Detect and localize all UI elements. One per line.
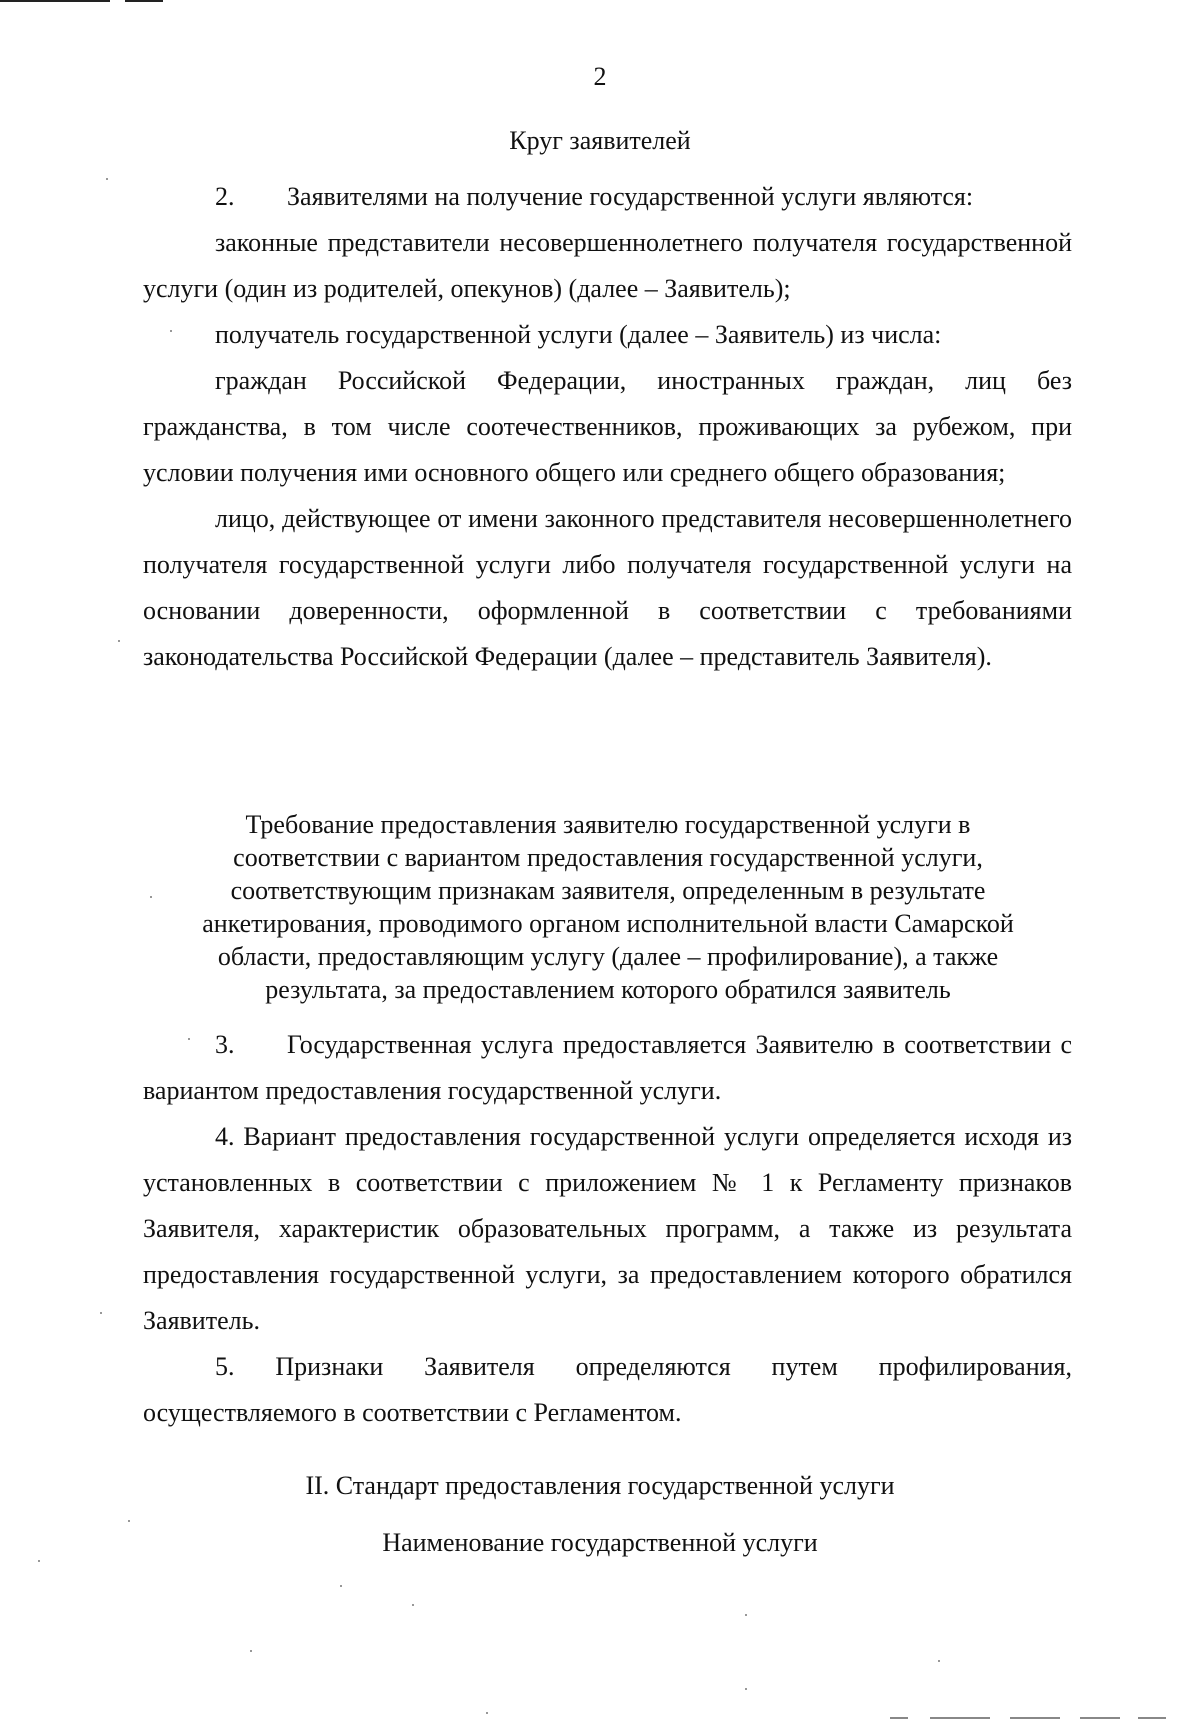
heading-line: области, предоставляющим услугу (далее – профилирование), а также <box>217 942 999 971</box>
paragraph-number: 2. <box>215 182 235 211</box>
bottom-scan-marks <box>890 1715 1170 1721</box>
paragraph-text: Заявителями на получение государственной услуги являются: <box>287 182 974 211</box>
section-heading-applicants: Круг заявителей <box>509 126 691 155</box>
section-body-requirement <box>143 1022 1072 1436</box>
paragraph-legal-representatives: законные представители несовершеннолетнего получателя государственной услуги (один из родителей, опекунов) (далее – Заявитель); <box>143 228 1072 303</box>
heading-line: результата, за предоставлением которого обратился заявитель <box>265 975 951 1004</box>
top-rule <box>0 0 110 2</box>
heading-line: соответствии с вариантом предоставления государственной услуги, <box>233 843 983 872</box>
page-number: 2 <box>593 62 607 91</box>
subsection-heading-service-name: Наименование государственной услуги <box>382 1528 818 1557</box>
paragraph-4: 4. Вариант предоставления государственной услуги определяется исходя из установленных в соответствии с приложением № 1 к Регламенту признаков Заявителя, характеристик образовательных программ, а также из результата предоставления государственной услуги, за предоставлением которого обратился Заявитель. <box>143 1122 1072 1335</box>
paragraph-citizens: граждан Российской Федерации, иностранных граждан, лиц без гражданства, в том числе соотечественников, проживающих за рубежом, при условии получения ими основного общего или среднего общего образования; <box>143 366 1072 487</box>
section-heading-requirement <box>150 808 1066 1006</box>
section-body-applicants <box>143 174 1072 680</box>
section-heading-standard: II. Стандарт предоставления государственной услуги <box>305 1471 895 1500</box>
paragraph-recipient: получатель государственной услуги (далее – Заявитель) из числа: <box>215 320 942 349</box>
heading-line: анкетирования, проводимого органом исполнительной власти Самарской <box>202 909 1014 938</box>
paragraph-5: 5. Признаки Заявителя определяются путем профилирования, осуществляемого в соответствии с Регламентом. <box>143 1352 1072 1427</box>
paragraph-text: Государственная услуга предоставляется Заявителю в соответствии с вариантом предоставления государственной услуги. <box>143 1030 1072 1105</box>
paragraph-proxy: лицо, действующее от имени законного представителя несовершеннолетнего получателя государственной услуги либо получателя государственной услуги на основании доверенности, оформленной в соответствии с требованиями законодательства Российской Федерации (далее – представитель Заявителя). <box>143 504 1072 671</box>
top-rule <box>125 0 163 2</box>
heading-line: Требование предоставления заявителю государственной услуги в <box>245 810 971 839</box>
heading-line: соответствующим признакам заявителя, определенным в результате <box>230 876 986 905</box>
paragraph-2 <box>143 174 1072 220</box>
paragraph-number: 3. <box>215 1030 235 1059</box>
paragraph-3 <box>143 1022 1072 1114</box>
